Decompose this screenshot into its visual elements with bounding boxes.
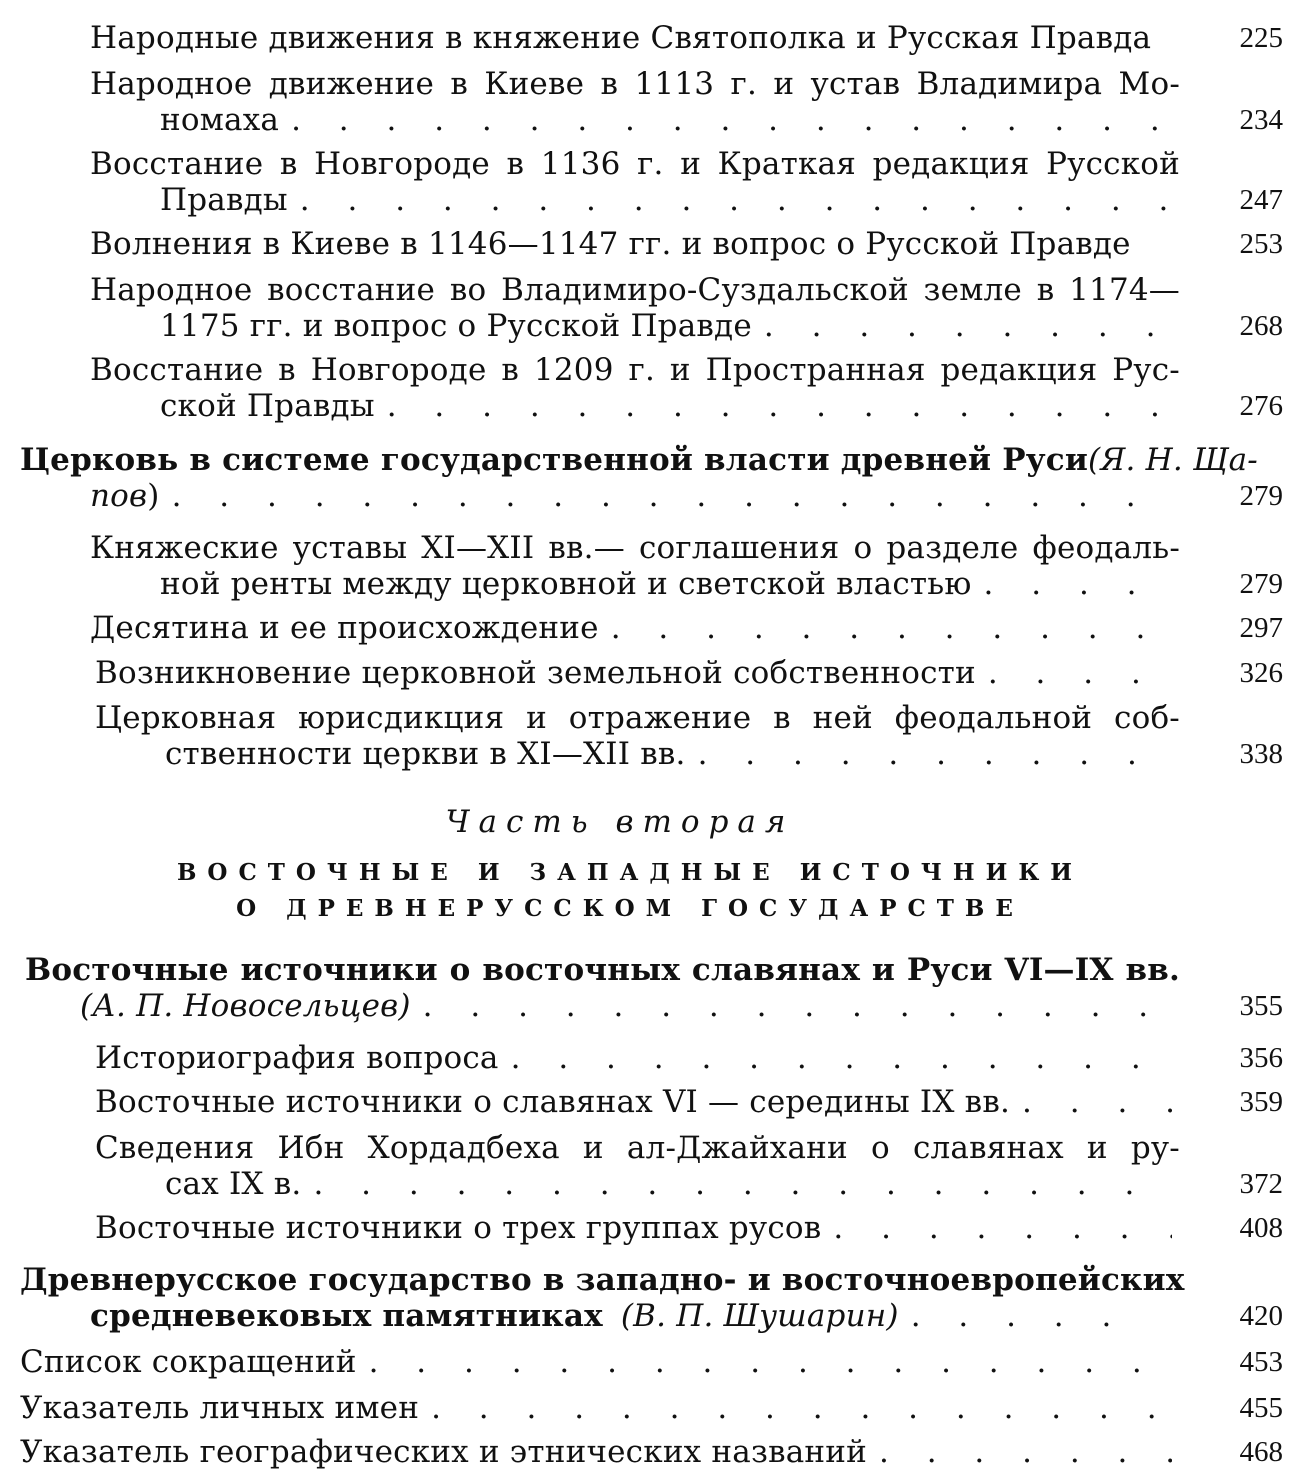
toc-entry	[90, 352, 1180, 424]
toc-section-title: Восточные источники о восточных славянах и Руси VI—IX вв.	[25, 952, 1180, 988]
leader-dots	[313, 1166, 1172, 1202]
toc-entry	[90, 66, 1180, 138]
toc-entry-title-cont: Правды	[160, 182, 288, 218]
toc-entry-title: Указатель личных имен	[20, 1390, 420, 1426]
toc-section-title: Церковь в системе государственной власти древней Руси	[20, 442, 1089, 478]
toc-entry-title-cont: ной ренты между церковной и светской властью	[160, 566, 972, 602]
leader-dots	[988, 655, 1172, 691]
toc-entry-title: Народные движения в княжение Святополка и Русская Правда	[90, 20, 1152, 56]
part-label: Часть вторая	[445, 804, 795, 840]
leader-dots	[423, 988, 1172, 1024]
leader-dots	[369, 1344, 1172, 1380]
toc-entry	[95, 655, 1180, 691]
toc-entry	[95, 1130, 1180, 1202]
toc-entry-title: Церковная юрисдикция и отражение в ней феодальной соб-	[95, 700, 1180, 736]
leader-dots	[172, 478, 1172, 514]
toc-section	[25, 952, 1180, 1024]
toc-entry	[90, 272, 1180, 344]
toc-page-number: 225	[1239, 22, 1283, 54]
toc-entry-title: Волнения в Киеве в 1146—1147 гг. и вопрос о Русской Правде	[90, 226, 1131, 262]
leader-dots	[1022, 1084, 1172, 1120]
toc-entry	[20, 1344, 1180, 1380]
leader-dots	[911, 1298, 1120, 1334]
toc-page-number: 359	[1239, 1086, 1283, 1118]
toc-entry	[20, 1390, 1180, 1426]
toc-entry-title: Народное восстание во Владимиро-Суздальской земле в 1174—	[90, 272, 1180, 308]
toc-page-number: 279	[1239, 480, 1283, 512]
toc-section-author: (А. П. Новосельцев)	[80, 988, 411, 1024]
toc-page-number: 468	[1239, 1436, 1283, 1468]
toc-page-number: 297	[1239, 612, 1283, 644]
toc-page-number: 247	[1239, 184, 1283, 216]
toc-page-number: 268	[1239, 310, 1283, 342]
toc-page-number: 408	[1239, 1212, 1283, 1244]
toc-section: Церковь в системе государственной власти древней Руси (Я. Н. Ща- пов ) . . .	[20, 442, 1180, 514]
leader-dots	[984, 566, 1172, 602]
toc-page-number: 372	[1239, 1168, 1283, 1200]
toc-entry-title: Указатель географических и этнических названий	[20, 1434, 867, 1470]
part-title-line-1: ВОСТОЧНЫЕ И ЗАПАДНЫЕ ИСТОЧНИКИ	[176, 859, 1083, 886]
toc-entry-title-cont: 1175 гг. и вопрос о Русской Правде	[160, 308, 752, 344]
toc-entry	[95, 1210, 1180, 1246]
toc-entry	[90, 226, 1180, 262]
toc-section-author: (В. П. Шушарин)	[620, 1298, 899, 1334]
leader-dots	[879, 1434, 1172, 1470]
toc-entry-title: Восстание в Новгороде в 1136 г. и Краткая редакция Русской	[90, 146, 1180, 182]
toc-section	[20, 1262, 1185, 1334]
toc-entry	[90, 20, 1180, 56]
toc-page-number: 356	[1239, 1042, 1283, 1074]
toc-entry-title: Список сокращений	[20, 1344, 357, 1380]
toc-entry-title-cont: ской Правды	[160, 388, 375, 424]
toc-entry-title-cont: ственности церкви в XI—XII вв.	[165, 736, 686, 772]
toc-entry-title: Княжеские уставы XI—XII вв.— соглашения о разделе феодаль-	[90, 530, 1180, 566]
toc-section-title: Древнерусское государство в западно- и восточноевропейских	[20, 1262, 1185, 1298]
toc-entry	[90, 530, 1180, 602]
toc-section-author-cont: пов	[90, 478, 148, 514]
leader-dots	[611, 610, 1172, 646]
toc-page-number: 355	[1239, 990, 1283, 1022]
toc-page-number: 253	[1239, 228, 1283, 260]
leader-dots	[698, 736, 1172, 772]
toc-entry	[90, 146, 1180, 218]
toc-page-number: 279	[1239, 568, 1283, 600]
toc-section-title-cont: средневековых памятниках	[90, 1298, 603, 1334]
leader-dots	[300, 182, 1172, 218]
toc-page-number: 453	[1239, 1346, 1283, 1378]
leader-dots	[291, 102, 1172, 138]
toc-entry-title: Возникновение церковной земельной собственности	[95, 655, 976, 691]
toc-section-author: (Я. Н. Ща-	[1088, 442, 1258, 478]
toc-entry-title: Восточные источники о трех группах русов	[95, 1210, 822, 1246]
leader-dots	[764, 308, 1172, 344]
toc-entry-title-cont: сах IX в.	[165, 1166, 302, 1202]
leader-dots	[833, 1210, 1172, 1246]
part-title-line-2: О ДРЕВНЕРУССКОМ ГОСУДАРСТВЕ	[236, 895, 1024, 922]
toc-page-number: 326	[1239, 657, 1283, 689]
toc-entry	[90, 610, 1180, 646]
toc-page-number: 234	[1239, 104, 1283, 136]
leader-dots	[431, 1390, 1172, 1426]
toc-page-number: 455	[1239, 1392, 1283, 1424]
toc-page-number: 338	[1239, 738, 1283, 770]
leader-dots	[511, 1040, 1172, 1076]
toc-entry	[95, 700, 1180, 772]
toc-page-number: 276	[1239, 390, 1283, 422]
toc-entry-title: Восточные источники о славянах VI — середины IX вв.	[95, 1084, 1011, 1120]
toc-entry	[95, 1084, 1180, 1120]
leader-dots	[387, 388, 1172, 424]
toc-entry-title: Десятина и ее происхождение	[90, 610, 599, 646]
toc-page-number: 420	[1239, 1300, 1283, 1332]
toc-entry-title: Народное движение в Киеве в 1113 г. и устав Владимира Мо-	[90, 66, 1180, 102]
toc-entry-title: Историография вопроса	[95, 1040, 499, 1076]
toc-entry	[20, 1434, 1180, 1470]
toc-entry	[95, 1040, 1180, 1076]
toc-entry-title: Восстание в Новгороде в 1209 г. и Пространная редакция Рус-	[90, 352, 1180, 388]
toc-entry-title-cont: номаха	[160, 102, 280, 138]
toc-entry-title: Сведения Ибн Хордадбеха и ал-Джайхани о славянах и ру-	[95, 1130, 1180, 1166]
